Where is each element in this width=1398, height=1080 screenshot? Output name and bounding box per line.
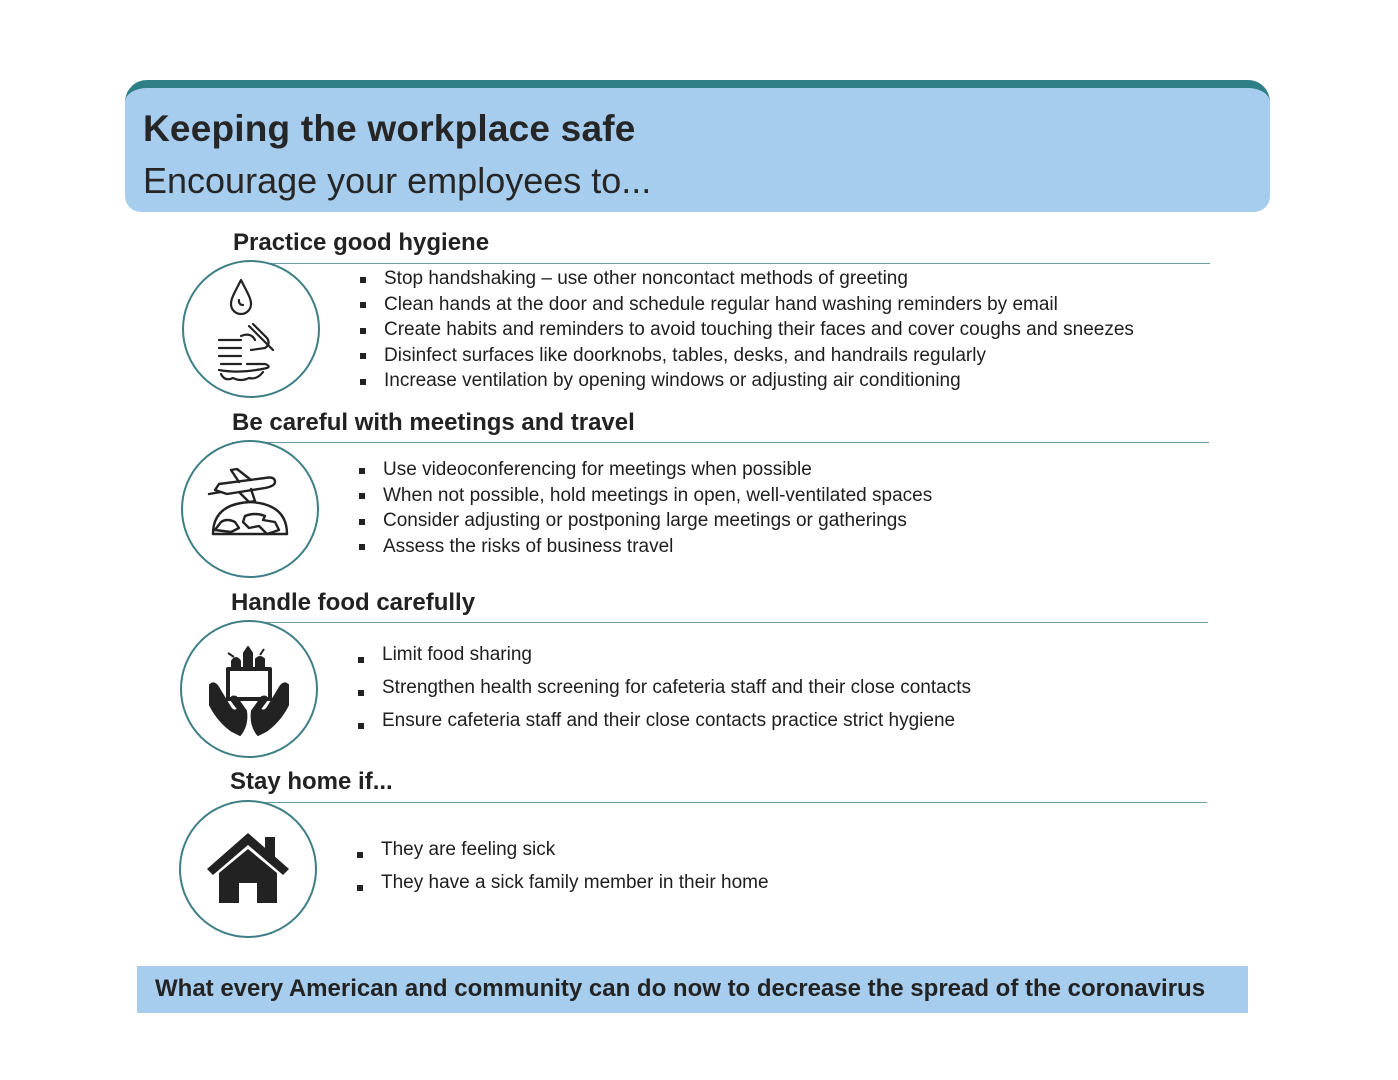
bullet-list	[360, 268, 1134, 396]
section-title: Practice good hygiene	[233, 229, 490, 256]
section-title: Stay home if...	[230, 768, 393, 795]
list-item	[359, 485, 932, 511]
bullet-text: Use videoconferencing for meetings when possible	[383, 459, 812, 480]
bullet-text: They have a sick family member in their home	[381, 872, 769, 893]
bullet-text: Strengthen health screening for cafeteria staff and their close contacts	[382, 677, 971, 698]
list-item	[357, 872, 769, 905]
section-title: Handle food carefully	[231, 589, 476, 616]
list-item	[358, 644, 971, 677]
bullet-text: Create habits and reminders to avoid touching their faces and cover coughs and sneezes	[384, 319, 1134, 340]
list-item	[357, 839, 769, 872]
section-divider	[232, 263, 1210, 264]
bullet-text: Consider adjusting or postponing large meetings or gatherings	[383, 510, 907, 531]
bullet-list	[359, 459, 932, 561]
bullet-text: Disinfect surfaces like doorknobs, tables, desks, and handrails regularly	[384, 344, 986, 366]
section-title: Be careful with meetings and travel	[232, 409, 635, 436]
page-title: Keeping the workplace safe	[143, 108, 636, 149]
bullet-list	[357, 839, 769, 905]
list-item	[359, 536, 932, 562]
airplane-globe-icon	[181, 440, 319, 578]
header-banner	[125, 80, 1270, 212]
handwashing-icon	[182, 260, 320, 398]
bullet-text: Increase ventilation by opening windows or adjusting air conditioning	[384, 370, 961, 391]
bullet-text: Assess the risks of business travel	[383, 535, 674, 557]
list-item	[358, 710, 971, 743]
bullet-text: When not possible, hold meetings in open, well-ventilated spaces	[383, 484, 933, 506]
bullet-text: Ensure cafeteria staff and their close contacts practice strict hygiene	[382, 710, 956, 731]
bullet-list	[358, 644, 971, 743]
section-divider	[230, 802, 1207, 803]
list-item	[360, 294, 1134, 320]
list-item	[360, 268, 1134, 294]
footer-banner	[137, 966, 1248, 1013]
hands-food-box-icon	[180, 620, 318, 758]
page-subtitle: Encourage your employees to...	[143, 160, 652, 201]
section-divider	[231, 622, 1208, 623]
list-item	[358, 677, 971, 710]
list-item	[360, 319, 1134, 345]
section-divider	[232, 442, 1209, 443]
bullet-text: They are feeling sick	[381, 839, 556, 860]
bullet-text: Stop handshaking – use other noncontact methods of greeting	[384, 268, 908, 289]
list-item	[360, 370, 1134, 396]
list-item	[359, 459, 932, 485]
house-icon	[179, 800, 317, 938]
footer-text: What every American and community can do now to decrease the spread of the coronavirus	[155, 975, 1206, 1002]
bullet-text: Clean hands at the door and schedule regular hand washing reminders by email	[384, 293, 1058, 315]
bullet-text: Limit food sharing	[382, 644, 532, 665]
list-item	[359, 510, 932, 536]
list-item	[360, 345, 1134, 371]
